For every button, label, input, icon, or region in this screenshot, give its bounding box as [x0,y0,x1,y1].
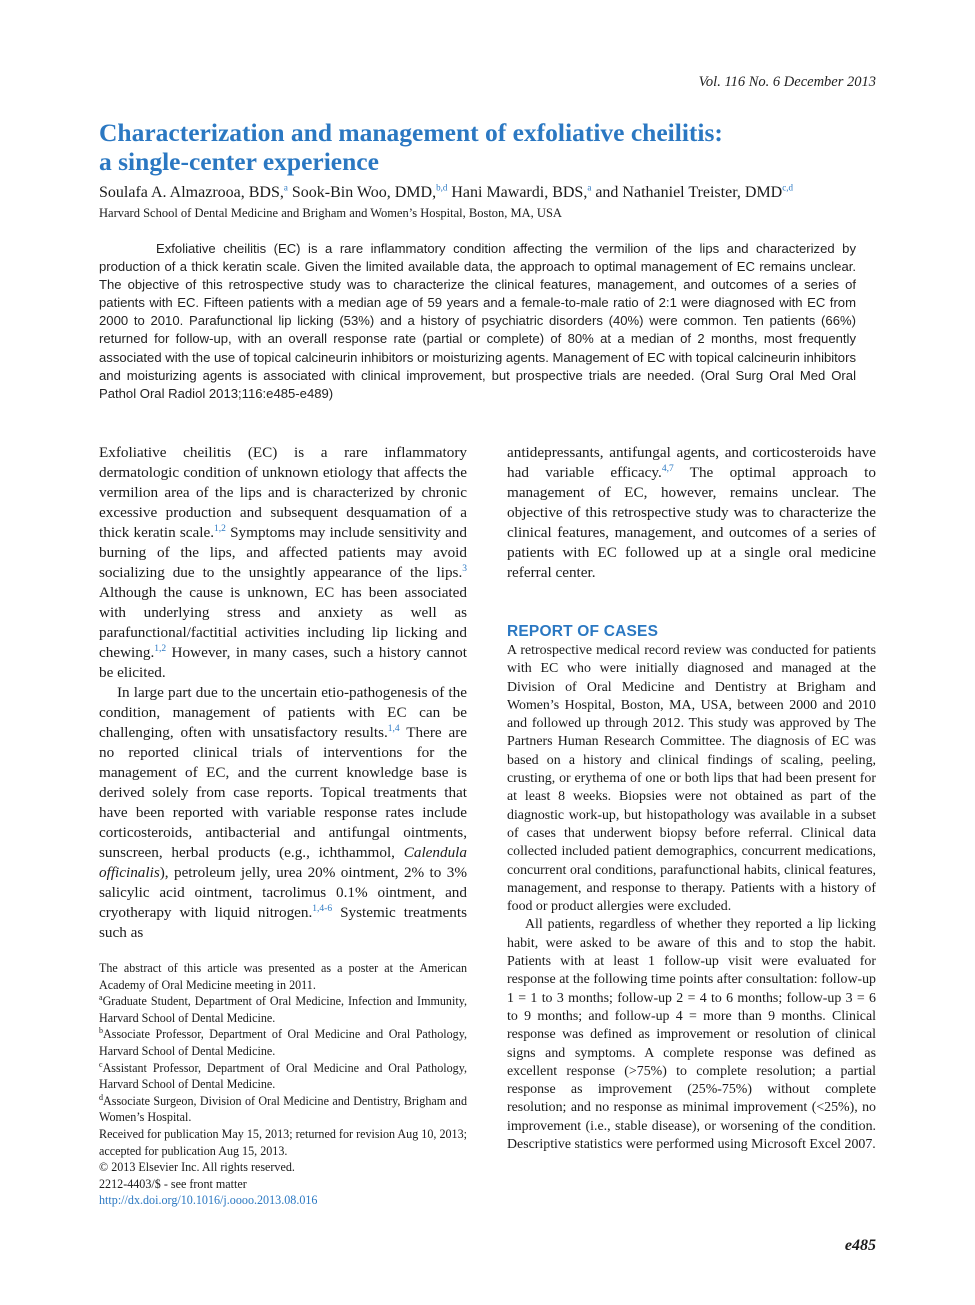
footnote-affiliation-a [99,993,467,1026]
journal-issue: Vol. 116 No. 6 December 2013 [698,74,876,90]
citation-link[interactable]: 3 [462,563,467,574]
footnote-marker: d [99,1092,103,1102]
author-name: Soulafa A. Almazrooa, BDS, [99,184,284,201]
right-column-intro [507,443,876,583]
body-text: The optimal approach to management of EC, however, remains unclear. The objective of this retrospective study was to characterize the clinical features, management, and outcomes of a series of patients with EC followed up at a single oral medicine referral center. [507,464,876,581]
citation-link[interactable]: 1,2 [214,523,226,534]
footnote-received: Received for publication May 15, 2013; returned for revision Aug 10, 2013; accepted for publication Aug 15, 2013. [99,1126,467,1158]
footnote-affiliation-c [99,1060,467,1093]
body-text: ), petroleum jelly, urea 20% ointment, 2% to 3% salicylic acid ointment, tacrolimus 0.1% ointment, and cryotherapy with liquid nitrogen. [99,864,467,921]
doi-link[interactable]: http://dx.doi.org/10.1016/j.oooo.2013.08.016 [99,1193,318,1208]
author-affiliation-marker[interactable]: a [283,182,288,193]
footnote-affiliation-b [99,1026,467,1059]
footnote-copyright: © 2013 Elsevier Inc. All rights reserved. [99,1160,295,1175]
body-text: antidepressants, antifungal agents, and corticosteroids have had variable efficacy. [507,444,876,481]
page-number: e485 [844,1237,876,1254]
author-name: and Nathaniel Treister, DMD [595,184,783,201]
affiliation: Harvard School of Dental Medicine and Brigham and Women’s Hospital, Boston, MA, USA [99,206,562,220]
body-text: In large part due to the uncertain etio-pathogenesis of the condition, management of patients with EC can be challenging, often with unsatisfactory results. [99,684,467,741]
footnote-text: Associate Professor, Department of Oral Medicine and Oral Pathology, Harvard School of Dental Medicine. [99,1027,467,1058]
footnote-issn: 2212-4403/$ - see front matter [99,1176,247,1191]
citation-link[interactable]: 1,4-6 [312,903,333,914]
footnotes [99,960,467,1209]
footnote-marker: a [99,993,103,1003]
body-text: Systemic treatments such as [99,904,467,941]
author-name: Hani Mawardi, BDS, [451,184,588,201]
footnote-affiliation-d [99,1093,467,1126]
author-affiliation-marker[interactable]: b,d [436,182,448,193]
title-line-1: Characterization and management of exfoliative cheilitis: [99,118,723,147]
left-column [99,443,467,943]
body-text: Symptoms may include sensitivity and burning of the lips, and affected patients may avoid socializing due to the unsightly appearance of the lips. [99,524,467,581]
report-paragraph: A retrospective medical record review was conducted for patients with EC who were initially diagnosed and managed at the Division of Oral Medicine and Dentistry at Brigham and Women’s Hospital, Boston, MA, USA, between 2000 and 2010 and followed up through 2012. This study was approved by The Partners Human Research Committee. The diagnosis of EC was based on a history and clinical findings of scaling, peeling, crusting, or erythema of one or both lips that had been present for at least 8 weeks. Biopsies were not obtained as part of the diagnostic work-up, but histopathology was available in a subset of cases that underwent biopsy before referral. Clinical data collected included patient demographics, concurrent medications, concurrent oral conditions, parafunctional habits, clinical features, management, and response to therapy. Patients with a history of food or product allergies were excluded. [507,643,876,915]
footnote-text: Associate Surgeon, Division of Oral Medicine and Dentistry, Brigham and Women’s Hospital. [99,1093,467,1125]
author-list [99,184,899,202]
citation-link[interactable]: 1,4 [387,723,400,734]
intro-paragraph [99,683,467,943]
body-text: Exfoliative cheilitis (EC) is a rare inflammatory dermatologic condition of unknown etiology that affects the vermilion area of the lips and is characterized by chronic excessive production and subsequent desquamation of a thick keratin scale. [99,444,467,541]
article-title [99,118,879,176]
citation-link[interactable]: 1,2 [154,643,167,654]
body-text: There are no reported clinical trials of interventions for the management of EC, and the current knowledge base is derived solely from case reports. Topical treatments that have been reported with variable response rates include corticosteroids, antibacterial and antifungal ointments, sunscreen, herbal products (e.g., ichthammol, [99,724,467,861]
footnote-text: Assistant Professor, Department of Oral Medicine and Oral Pathology, Harvard School of Dental Medicine. [99,1060,467,1092]
report-of-cases-body [507,642,876,1154]
footnote-marker: c [99,1059,103,1069]
section-heading: REPORT OF CASES [507,623,659,640]
body-text: Although the cause is unknown, EC has been associated with underlying stress and anxiety as well as parafunctional/factitial activities including lip licking and chewing. [99,584,467,661]
footnote-presentation: The abstract of this article was presented as a poster at the American Academy of Oral Medicine meeting in 2011. [99,961,467,992]
intro-paragraph [99,443,467,683]
author-affiliation-marker[interactable]: c,d [782,182,793,193]
body-text: However, in many cases, such a history cannot be elicited. [99,644,467,681]
species-name: Calendula officinalis [99,844,467,881]
author-affiliation-marker[interactable]: a [587,182,592,193]
author-name: Sook-Bin Woo, DMD, [291,184,437,201]
abstract-text: Exfoliative cheilitis (EC) is a rare inflammatory condition affecting the vermilion of the lips and characterized by production of a thick keratin scale. Given the limited available data, the approach to optimal management of EC remains unclear. The objective of this retrospective study was to characterize the clinical features, management, and outcomes of a series of patients with EC. Fifteen patients with a median age of 59 years and a female-to-male ratio of 2:1 were diagnosed with EC from 2000 to 2010. Parafunctional lip licking (53%) and a history of psychiatric disorders (40%) were common. Ten patients (66%) returned for follow-up, with an overall response rate (partial or complete) of 80% at a median of 2 months, most frequently associated with the use of topical calcineurin inhibitors or moisturizing agents. Management of EC with topical calcineurin inhibitors and moisturizing agents is associated with clinical improvement, but prospective trials are needed. (Oral Surg Oral Med Oral Pathol Oral Radiol 2013;116:e485-e489) [99,241,856,401]
intro-paragraph [507,443,876,583]
footnote-text: Graduate Student, Department of Oral Medicine, Infection and Immunity, Harvard School of Dental Medicine. [99,994,467,1025]
report-paragraph: All patients, regardless of whether they reported a lip licking habit, were asked to be aware of this and to stop the habit. Patients with at least 1 follow-up visit were evaluated for response at the following time points after consultation: follow-up 1 = 1 to 3 months; follow-up 2 = 4 to 6 months; follow-up 3 = 6 to 9 months; and follow-up 4 = more than 9 months. Clinical response was defined as improvement or resolution of clinical signs and symptoms. A complete response was defined as excellent response (>75%) to complete resolution; a partial response as improvement (25%-75%) without complete resolution; and no response as minimal improvement (<25%), no improvement (i.e., stable disease), or worsening of the condition. Descriptive statistics were performed using Microsoft Excel 2007. [507,917,876,1153]
citation-link[interactable]: 4,7 [661,463,674,474]
footnote-marker: b [99,1026,103,1036]
abstract [99,240,856,403]
title-line-2: a single-center experience [99,147,379,176]
